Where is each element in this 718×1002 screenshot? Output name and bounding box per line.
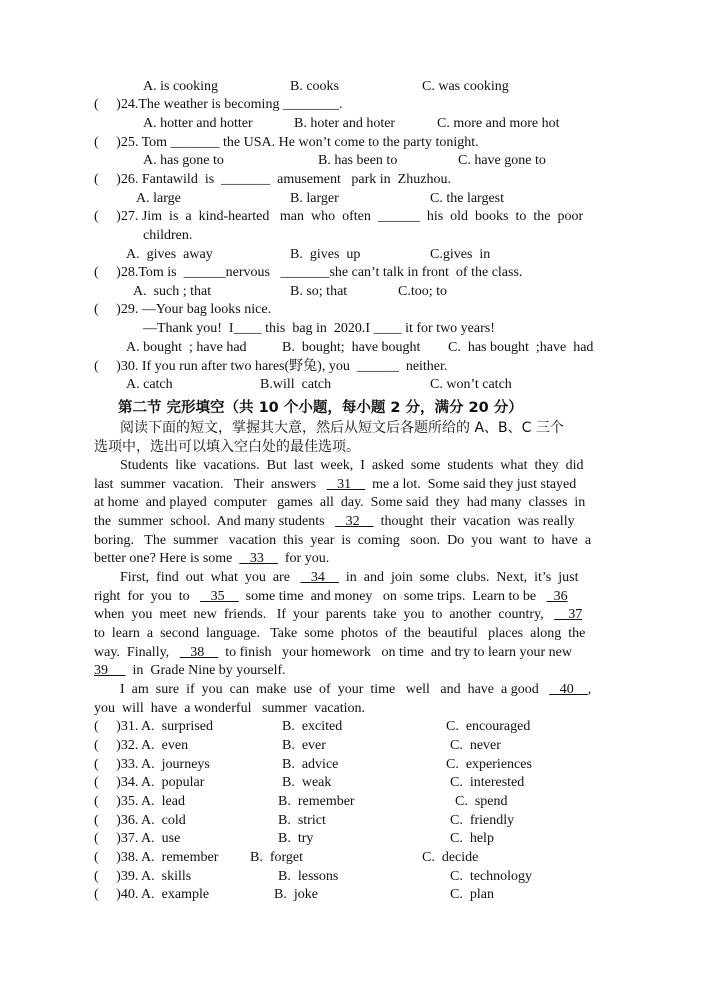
q26-option-b: B. larger [290,191,339,206]
passage-line-11: way. Finally, 38 to finish your homework on time and try to learn your new [94,645,573,660]
q23-option-c: C. was cooking [422,79,509,94]
cloze-option-b: B. advice [282,757,339,772]
cloze-option-b: B. excited [282,719,343,734]
cloze-option-c: C. help [450,831,494,846]
q25-option-a: A. has gone to [143,153,224,168]
q24-option-b: B. hoter and hoter [294,116,396,131]
passage-line-10: to learn a second language. Take some photos of the beautiful places along the [94,626,586,641]
blank-38: 38 [179,645,219,660]
q26-stem: ( )26. Fantawild is _______ amusement park in Zhuzhou. [94,172,451,187]
q29-option-c: C. has bought ;have had [448,340,594,355]
q24-stem: ( )24.The weather is becoming ________. [94,97,343,112]
cloze-option-a: ( )35. A. lead [94,794,185,809]
cloze-option-a: ( )37. A. use [94,831,181,846]
cloze-option-c: C. never [450,738,501,753]
blank-33: 33 [239,551,278,566]
q29-option-a: A. bought ; have had [126,340,247,355]
q29-stem: ( )29. —Your bag looks nice. [94,302,272,317]
q27-option-a: A. gives away [126,247,213,262]
q30-option-b: B.will catch [260,377,332,392]
cloze-option-b: B. forget [250,850,304,865]
blank-34: 34 [300,570,339,585]
cloze-option-c: C. technology [450,869,533,884]
blank-37: 37 [554,607,583,622]
blank-32: 32 [335,514,374,529]
q28-option-b: B. so; that [290,284,348,299]
passage-line-9: when you meet new friends. If your parents take you to another country, 37 [94,607,583,622]
passage-line-13: I am sure if you can make use of your time well and have a good 40 , [120,682,592,697]
q24-option-a: A. hotter and hotter [143,116,253,131]
blank-36: 36 [546,589,568,604]
cloze-option-b: B. strict [278,813,326,828]
cloze-option-c: C. friendly [450,813,515,828]
cloze-option-c: C. decide [422,850,479,865]
q23-option-a: A. is cooking [143,79,219,94]
q30-option-a: A. catch [126,377,173,392]
cloze-option-c: C. spend [455,794,508,809]
cloze-option-b: B. ever [282,738,326,753]
cloze-option-a: ( )38. A. remember [94,850,219,865]
q27-stem-continued: children. [143,228,193,243]
cloze-option-c: C. encouraged [446,719,531,734]
q25-option-c: C. have gone to [458,153,546,168]
q29-stem-continued: —Thank you! I____ this bag in 2020.I ____ it for two years! [143,321,495,336]
q29-option-b: B. bought; have bought [282,340,421,355]
q28-stem: ( )28.Tom is ______nervous _______she can’t talk in front of the class. [94,265,523,280]
cloze-option-b: B. lessons [278,869,339,884]
q26-option-a: A. large [136,191,181,206]
q27-stem: ( )27. Jim is a kind-hearted man who often ______ his old books to the poor [94,209,584,224]
cloze-option-b: B. remember [278,794,355,809]
passage-line-3: at home and played computer games all day. Some said they had many classes in [94,495,586,510]
passage-line-6: better one? Here is some 33 for you. [94,551,330,566]
blank-39: 39 [94,663,126,678]
passage-line-4: the summer school. And many students 32 thought their vacation was really [94,514,575,529]
q23-option-b: B. cooks [290,79,339,94]
cloze-option-b: B. try [278,831,314,846]
passage-line-5: boring. The summer vacation this year is coming soon. Do you want to have a [94,533,592,548]
blank-31: 31 [326,477,366,492]
cloze-option-a: ( )40. A. example [94,887,210,902]
cloze-option-c: C. experiences [446,757,532,772]
passage-line-8: right for you to 35 some time and money on some trips. Learn to be 36 [94,589,568,604]
blank-40: 40 [549,682,588,697]
q30-option-c: C. won’t catch [430,377,512,392]
passage-line-1: Students like vacations. But last week, I asked some students what they did [120,458,584,473]
cloze-option-c: C. interested [450,775,525,790]
passage-line-14: you will have a wonderful summer vacation. [94,701,365,716]
blank-35: 35 [200,589,239,604]
cloze-option-b: B. weak [282,775,332,790]
passage-line-7: First, find out what you are 34 in and join some clubs. Next, it’s just [120,570,579,585]
q28-option-c: C.too; to [398,284,448,299]
cloze-option-c: C. plan [450,887,494,902]
cloze-option-a: ( )32. A. even [94,738,189,753]
passage-line-2: last summer vacation. Their answers 31 me a lot. Some said they just stayed [94,477,577,492]
q27-option-c: C.gives in [430,247,491,262]
q25-option-b: B. has been to [318,153,398,168]
cloze-option-a: ( )36. A. cold [94,813,186,828]
cloze-option-a: ( )39. A. skills [94,869,192,884]
cloze-option-b: B. joke [274,887,318,902]
q24-option-c: C. more and more hot [437,116,560,131]
q28-option-a: A. such ; that [133,284,212,299]
passage-line-12: 39 in Grade Nine by yourself. [94,663,286,678]
section-title: 第二节 完形填空（共 10 个小题，每小题 2 分，满分 20 分） [118,400,523,416]
q26-option-c: C. the largest [430,191,505,206]
cloze-option-a: ( )31. A. surprised [94,719,213,734]
cloze-option-a: ( )34. A. popular [94,775,205,790]
q27-option-b: B. gives up [290,247,361,262]
q30-stem: ( )30. If you run after two hares(野兔), you ______ neither. [94,359,448,374]
section-instruction-line2: 选项中，选出可以填入空白处的最佳选项。 [94,439,360,455]
cloze-option-a: ( )33. A. journeys [94,757,210,772]
section-instruction-line1: 阅读下面的短文，掌握其大意，然后从短文后各题所给的 A、B、C 三个 [120,420,564,436]
q25-stem: ( )25. Tom _______ the USA. He won’t come to the party tonight. [94,135,479,150]
